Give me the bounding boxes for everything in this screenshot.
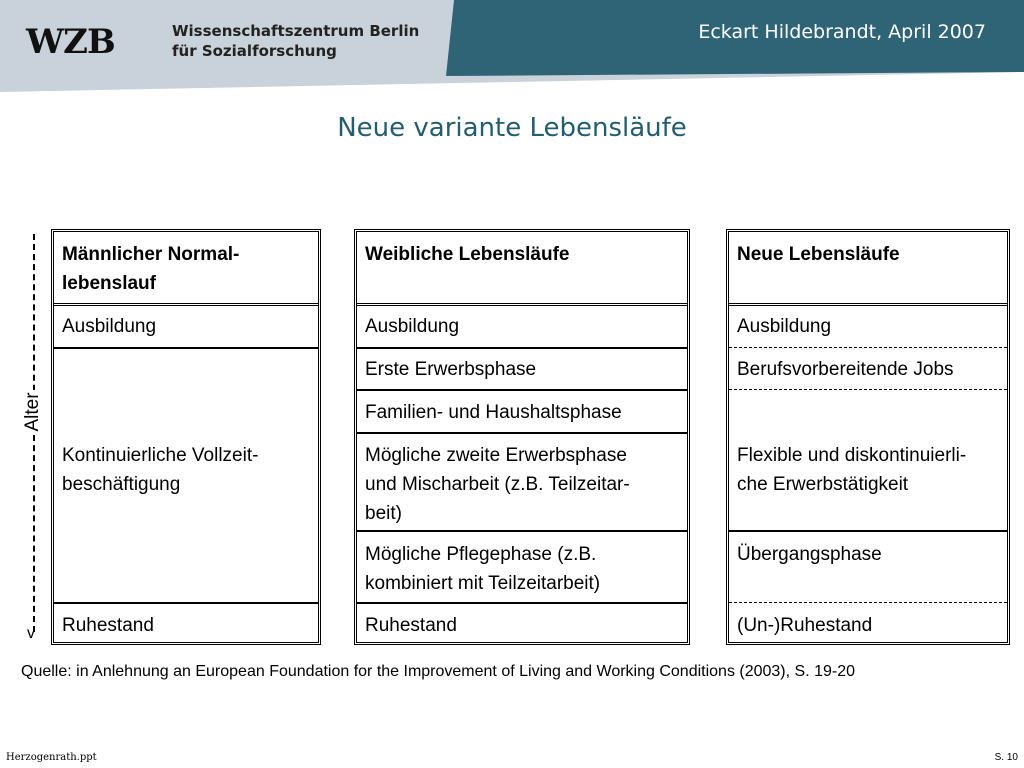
column-male-normal [51, 229, 321, 645]
phase-text: (Un-)Ruhestand [737, 615, 873, 636]
phase-text: Übergangsphase [737, 544, 882, 565]
phase-text: Flexible und diskontinuierli- [737, 445, 967, 466]
phase-cell [729, 437, 1007, 517]
phase-cell [357, 351, 687, 393]
divider [54, 347, 318, 349]
phase-cell [357, 607, 687, 643]
phase-cell [357, 437, 687, 532]
divider [357, 602, 687, 604]
phase-text: Ruhestand [62, 615, 154, 636]
phase-text: Ausbildung [62, 316, 157, 337]
phase-cell [54, 607, 318, 643]
divider [357, 347, 687, 349]
phase-text: Ruhestand [365, 615, 457, 636]
divider [54, 602, 318, 604]
divider [357, 389, 687, 391]
phase-text: che Erwerbstätigkeit [737, 474, 909, 495]
phase-cell [729, 536, 1007, 602]
institution-name [172, 21, 419, 61]
column-header [54, 232, 318, 304]
phase-cell [729, 607, 1007, 643]
slide-title: Neue variante Lebensläufe [337, 113, 687, 143]
phase-cell [54, 308, 318, 350]
phase-text: Mögliche Pflegephase (z.B. [365, 544, 597, 565]
phase-text: Familien- und Haushaltsphase [365, 402, 622, 423]
column-new [726, 229, 1010, 645]
footer-filename: Herzogenrath.ppt [6, 752, 97, 763]
wzb-logo: WZB [26, 22, 115, 62]
source-note: Quelle: in Anlehnung an European Foundation for the Improvement of Living and Working Conditions (2003), S. 19-20 [21, 663, 856, 680]
divider [357, 530, 687, 532]
phase-text: Ausbildung [737, 316, 832, 337]
phase-text: beit) [365, 503, 402, 524]
phase-cell [357, 394, 687, 436]
phase-text: kombiniert mit Teilzeitarbeit) [365, 573, 601, 594]
institution-line-1: Wissenschaftszentrum Berlin [172, 22, 420, 40]
phase-text: Erste Erwerbsphase [365, 359, 537, 380]
divider-dashed [729, 602, 1007, 603]
phase-text: beschäftigung [62, 474, 181, 495]
divider [357, 432, 687, 434]
phase-cell [729, 351, 1007, 393]
phase-cell [729, 308, 1007, 350]
institution-line-2: für Sozialforschung [172, 42, 337, 60]
phase-text: Ausbildung [365, 316, 460, 337]
column-female [354, 229, 690, 645]
phase-text: und Mischarbeit (z.B. Teilzeitar- [365, 474, 630, 495]
divider-dashed [729, 389, 1007, 390]
phase-text: Kontinuierliche Vollzeit- [62, 445, 259, 466]
author-date: Eckart Hildebrandt, April 2007 [698, 21, 986, 43]
age-arrowhead: v [27, 625, 35, 642]
column-header [729, 232, 1007, 304]
age-label: Alter [21, 390, 45, 434]
phase-cell [357, 308, 687, 350]
phase-cell [357, 536, 687, 602]
header-line: lebenslauf [62, 273, 156, 294]
column-header [357, 232, 687, 304]
page-number: S. 10 [994, 752, 1018, 763]
header-line: Männlicher Normal- [62, 244, 240, 265]
header-line: Weibliche Lebensläufe [365, 244, 570, 265]
divider [729, 530, 1007, 532]
header-line: Neue Lebensläufe [737, 244, 900, 265]
divider-dashed [729, 347, 1007, 348]
phase-cell [54, 437, 318, 517]
phase-text: Mögliche zweite Erwerbsphase [365, 445, 627, 466]
phase-text: Berufsvorbereitende Jobs [737, 359, 954, 380]
